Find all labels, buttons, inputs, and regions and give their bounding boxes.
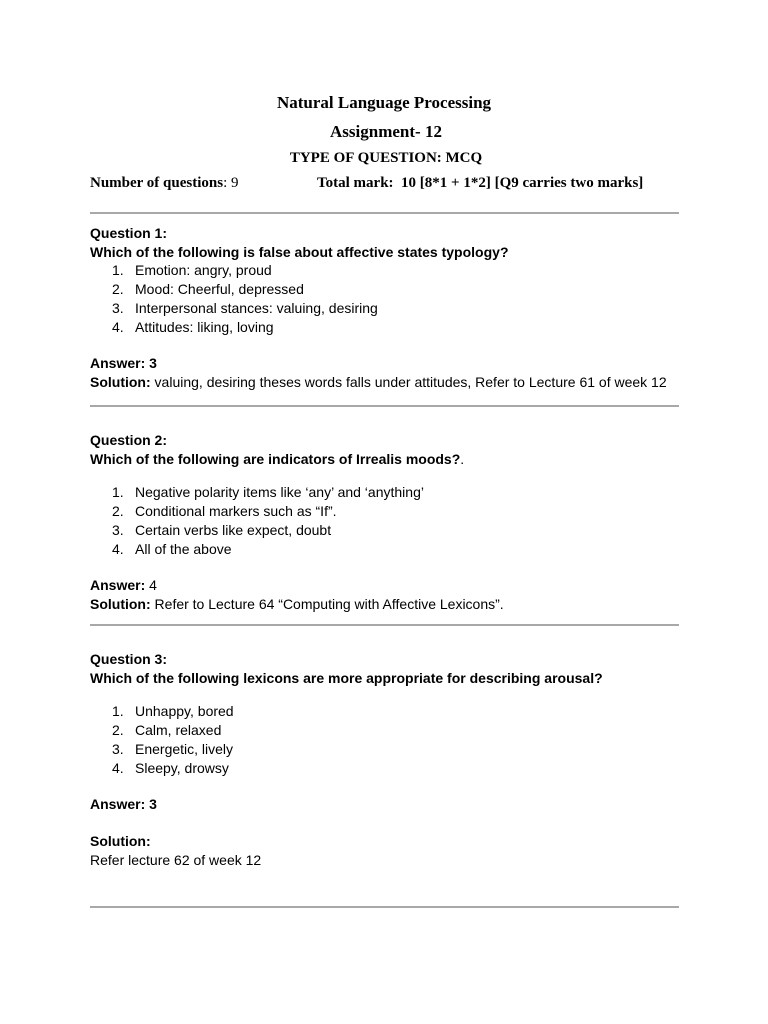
question-label: Question 3: (90, 651, 168, 667)
option-item (90, 483, 690, 502)
question-text: Which of the following lexicons are more appropriate for describing arousal? (90, 669, 603, 686)
question-block-3 (90, 650, 690, 869)
option-item (90, 740, 690, 759)
option-number: 4. (112, 540, 124, 557)
option-text: Mood: Cheerful, depressed (135, 281, 304, 298)
option-text: Emotion: angry, proud (135, 262, 272, 279)
solution-label: Solution: (90, 595, 151, 612)
option-number: 3. (112, 740, 124, 757)
option-number: 2. (112, 722, 124, 739)
question-label: Question 1: (90, 225, 168, 241)
divider (90, 906, 679, 908)
option-item (90, 759, 690, 778)
option-text: All of the above (135, 540, 232, 557)
option-number: 1. (112, 484, 124, 501)
assignment-meta (90, 175, 644, 192)
assignment-subtitle: Assignment- 12 (330, 122, 442, 141)
solution-label: Solution: (90, 832, 151, 849)
question-text: Which of the following is false about affective states typology? (90, 243, 509, 260)
answer-line (90, 576, 690, 595)
num-questions-value: : 9 (223, 175, 239, 191)
answer-value: 4 (145, 577, 157, 594)
option-item (90, 280, 690, 299)
option-item (90, 521, 690, 540)
option-text: Negative polarity items like ‘any’ and ‘anything’ (135, 484, 424, 501)
answer-line: Answer: 3 (90, 796, 157, 813)
option-item (90, 721, 690, 740)
option-item (90, 318, 690, 337)
question-block-2 (90, 431, 690, 614)
option-number: 4. (112, 759, 124, 776)
options-list (90, 702, 690, 777)
option-number: 3. (112, 299, 124, 316)
option-item (90, 502, 690, 521)
option-text: Conditional markers such as “If”. (135, 503, 337, 520)
answer-label: Answer: (90, 577, 146, 594)
option-text: Attitudes: liking, loving (135, 318, 274, 335)
option-text: Unhappy, bored (135, 703, 234, 720)
option-text: Energetic, lively (135, 740, 234, 757)
option-number: 1. (112, 262, 124, 279)
option-text: Certain verbs like expect, doubt (135, 521, 332, 538)
divider (90, 212, 679, 214)
option-text: Calm, relaxed (135, 722, 222, 739)
option-number: 2. (112, 503, 124, 520)
total-mark-value: 10 [8*1 + 1*2] [Q9 carries two marks] (393, 175, 644, 191)
option-text: Interpersonal stances: valuing, desiring (135, 299, 378, 316)
options-list (90, 483, 690, 558)
option-text: Sleepy, drowsy (135, 759, 229, 776)
num-questions-label: Number of questions (90, 175, 224, 191)
option-item (90, 299, 690, 318)
options-list (90, 261, 690, 336)
divider (90, 405, 679, 407)
divider (90, 624, 679, 626)
document-title: Natural Language Processing (276, 93, 492, 112)
solution-line (90, 373, 690, 392)
option-item (90, 702, 690, 721)
question-text-suffix: . (460, 450, 465, 467)
total-mark (317, 175, 643, 192)
option-number: 4. (112, 318, 124, 335)
solution-text: Refer lecture 62 of week 12 (90, 851, 262, 868)
question-block-1 (90, 224, 690, 392)
option-number: 1. (112, 703, 124, 720)
option-number: 3. (112, 521, 124, 538)
question-type: TYPE OF QUESTION: MCQ (289, 150, 483, 166)
solution-line (90, 595, 690, 614)
solution-label: Solution: (90, 373, 151, 390)
solution-text: Refer to Lecture 64 “Computing with Affective Lexicons”. (150, 595, 504, 612)
option-number: 2. (112, 281, 124, 298)
question-text: Which of the following are indicators of Irrealis moods? (90, 450, 461, 467)
option-item (90, 540, 690, 559)
option-item (90, 261, 690, 280)
total-mark-label: Total mark: (317, 175, 394, 191)
solution-text: valuing, desiring theses words falls under attitudes, Refer to Lecture 61 of week 12 (150, 373, 667, 390)
question-label: Question 2: (90, 432, 168, 448)
answer-line: Answer: 3 (90, 355, 157, 372)
question-text-line (90, 450, 690, 469)
